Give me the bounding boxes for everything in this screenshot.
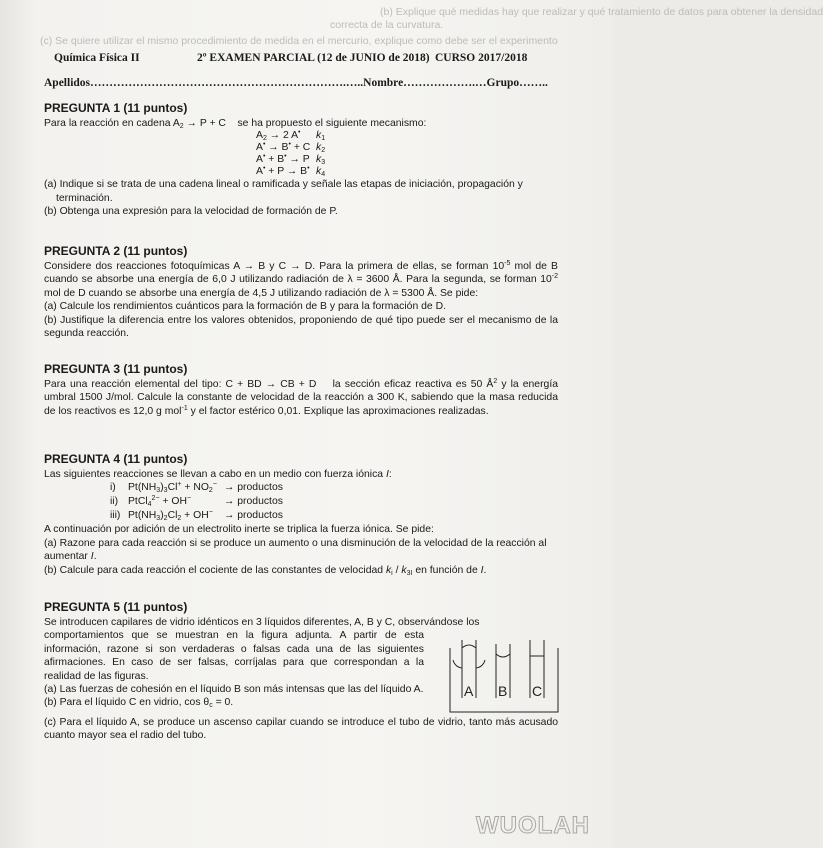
reaction-item: i) $Pt(NH_3)_3Cl^+ + NO_2^-$ → productos — [110, 481, 283, 495]
mechanism-step: A• + B• → P $k_3$ — [256, 153, 326, 167]
question-5-title: PREGUNTA 5 (11 puntos) — [44, 600, 188, 614]
question-1-statement: Para la reacción en cadena $A_2 \to P + C$ se ha propuesto el siguiente mecanismo: — [44, 118, 427, 130]
reaction-list — [110, 481, 558, 523]
meniscus-b-inner — [496, 654, 510, 657]
question-5-part-a: (a) Las fuerzas de cohesión en el líquido B son más intensas que las del líquido A. — [44, 684, 424, 696]
question-1 — [44, 101, 558, 219]
question-4-part-b: (b) Calcule para cada reacción el cociente de las constantes de velocidad $k_i / k_{3I}$ en función de I. — [44, 564, 487, 577]
question-4-statement-2: A continuación por adición de un electrolito inerte se triplica la fuerza iónica. Se pide: — [44, 524, 434, 536]
question-3-title: PREGUNTA 3 (11 puntos) — [44, 362, 188, 376]
question-2 — [44, 244, 558, 340]
surname-field: Apellidos………………………………………………………….….. — [44, 77, 364, 89]
question-5-part-b: (b) Para el líquido C en vidrio, $\cos \theta_c = 0$. — [44, 697, 234, 710]
bleed-text-1: (b) Explique qué medidas hay que realizar y qué tratamiento de datos para obtener la densidad — [380, 6, 823, 18]
question-5-statement-1: Se introducen capilares de vidrio idénticos en 3 líquidos diferentes, A, B y C, observándose los — [44, 617, 480, 628]
capillary-figure — [450, 640, 560, 715]
question-2-title: PREGUNTA 2 (11 puntos) — [44, 244, 188, 258]
name-field: Nombre………………. — [363, 77, 476, 89]
mechanism-step: A• + P → B• $k_4$ — [256, 165, 326, 179]
question-3 — [44, 362, 558, 418]
question-1-part-a: (a) Indique si se trata de una cadena lineal o ramificada y señale las etapas de iniciación, propagación y — [44, 179, 523, 191]
course-name: Química Física II — [54, 52, 140, 64]
exam-title: 2º EXAMEN PARCIAL (12 de JUNIO de 2018) — [197, 52, 430, 64]
question-1-part-a-cont: terminación. — [56, 192, 113, 204]
question-5-part-c: (c) Para el líquido A, se produce un ascenso capilar cuando se introduce el tubo de vidrio, tanto más acusado cuanto mayor sea el radio del tubo. — [44, 716, 558, 742]
bleed-text-2: correcta de la curvatura. — [330, 19, 444, 31]
meniscus-a-right — [476, 660, 485, 668]
label-c: C — [532, 683, 543, 699]
meniscus-a-inner — [462, 645, 476, 648]
mechanism-steps — [256, 130, 558, 178]
bleed-text-3: (c) Se quiere utilizar el mismo procedimiento de medida en el mercurio, explique como debe ser el experimento — [40, 35, 558, 47]
question-5-statement-2: comportamientos que se muestran en la figura adjunta. A partir de esta información, razone si son verdaderas o falsas cada una de las siguientes afirmaciones. En caso de ser falsas, corríjalas para que correspondan a la realidad de las figuras. — [44, 630, 424, 682]
question-3-statement: Para una reacción elemental del tipo: C + BD → CB + D la sección eficaz reactiva es 50 $Å^2$ y la energía umbral 1500 J/mol. Calcule la constante de velocidad de la reacción a 300 K, sabiendo que la masa reducida de los reactivos es 12,0 g mol$^{-1}$ y el factor estérico 0,01. Explique las aproximaciones realizadas. — [44, 378, 558, 417]
question-4-title: PREGUNTA 4 (11 puntos) — [44, 452, 188, 466]
academic-year: CURSO 2017/2018 — [435, 52, 528, 64]
mechanism-step: $A_2 \to 2$ A• $k_1$ — [256, 129, 326, 143]
vessel-outline — [450, 648, 558, 712]
reaction-item: ii) PtCl$_4^{2-}$ + OH− → productos — [110, 495, 283, 509]
student-fields — [44, 77, 548, 89]
reaction-item: iii) $Pt(NH_3)_2Cl_2 + OH^-$ → productos — [110, 509, 283, 523]
question-1-part-b: (b) Obtenga una expresión para la velocidad de formación de P. — [44, 206, 338, 218]
question-4-statement: Las siguientes reacciones se llevan a cabo en un medio con fuerza iónica I: — [44, 469, 392, 480]
label-a: A — [464, 683, 474, 699]
mechanism-step: A• → B• + C $k_2$ — [256, 141, 326, 155]
label-b: B — [498, 683, 508, 699]
question-4 — [44, 452, 558, 577]
question-2-part-b: (b) Justifique la diferencia entre los valores obtenidos, proponiendo de qué tipo puede ser el mecanismo de la segunda reacción. — [44, 314, 558, 340]
question-4-part-a: (a) Razone para cada reacción si se produce un aumento o una disminución de la velocidad de la reacción al aumentar I. — [44, 537, 547, 563]
wuolah-watermark: WUOLAH — [476, 812, 590, 839]
question-2-statement: Considere dos reacciones fotoquímicas A → B y C → D. Para la primera de ellas, se forman $10^{-5}$ mol de B cuando se absorbe una energía de 6,0 J utilizando radiación de λ = 3600 Å. Para la segunda, se forman $10^{-2}$ mol de D cuando se absorbe una energía de 4,5 J utilizando radiación de λ = 5300 Å. Se pide: — [44, 260, 558, 299]
question-2-part-a: (a) Calcule los rendimientos cuánticos para la formación de B y para la formación de D. — [44, 301, 446, 313]
question-1-title: PREGUNTA 1 (11 puntos) — [44, 101, 188, 115]
group-field: …Grupo…….. — [475, 77, 548, 89]
meniscus-a-left — [453, 660, 462, 668]
